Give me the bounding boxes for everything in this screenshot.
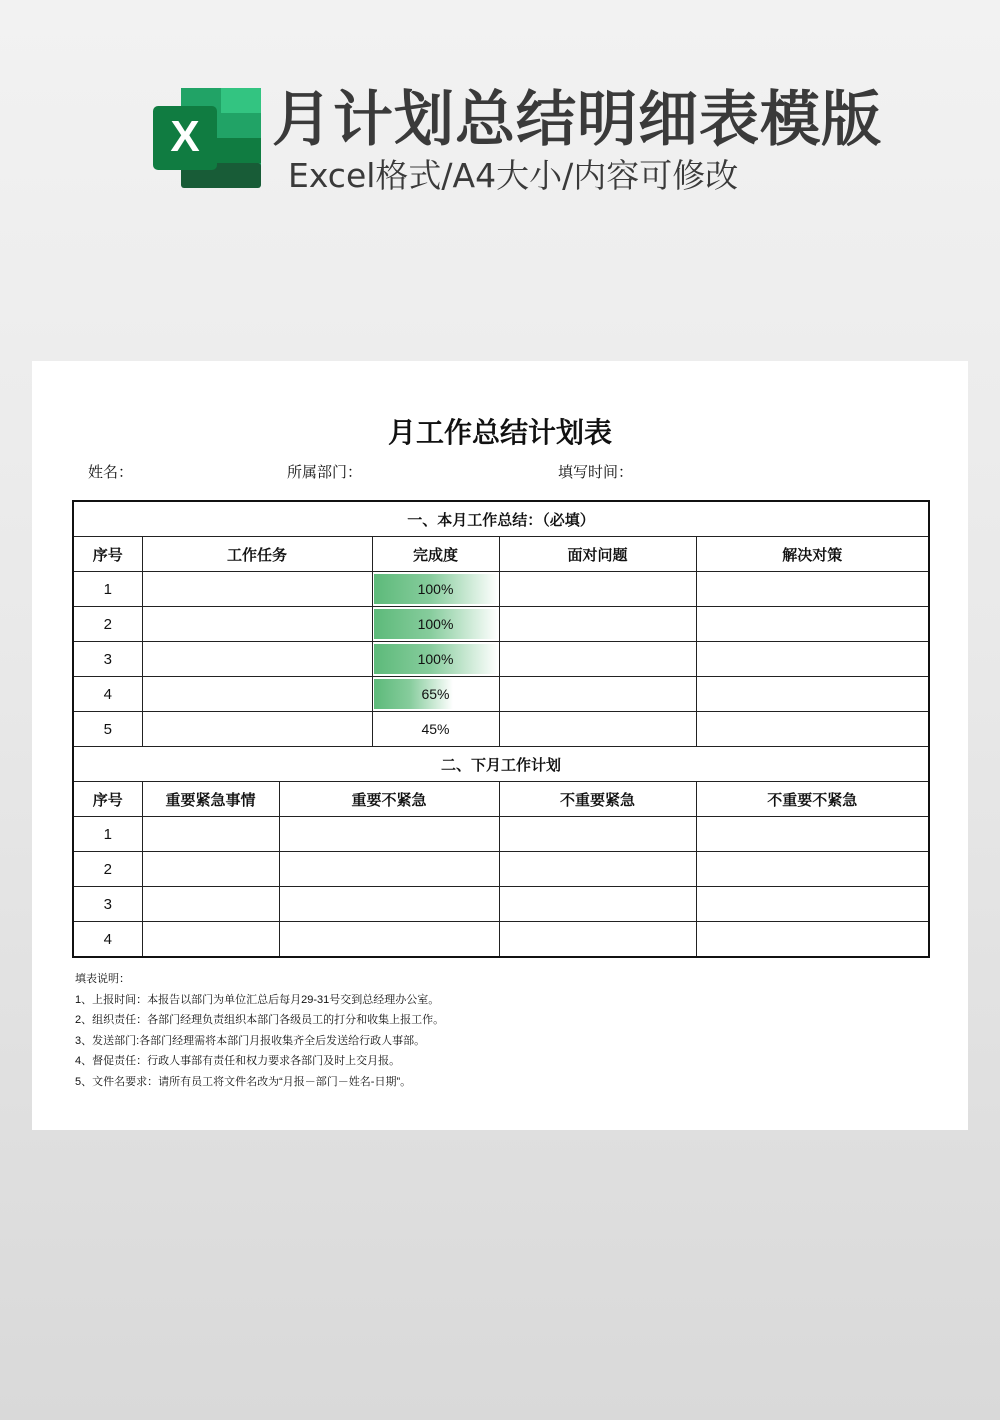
- instruction-item: 5、文件名要求：请所有员工将文件名改为“月报－部门－姓名-日期”。: [75, 1075, 412, 1088]
- instruction-item: 2、组织责任：各部门经理负责组织本部门各级员工的打分和收集上报工作。: [75, 1014, 445, 1026]
- banner-title: 月计划总结明细表模版: [272, 85, 882, 155]
- solution-cell[interactable]: [696, 572, 929, 607]
- col-header-no: 序号: [73, 782, 142, 817]
- progress-label: 100%: [417, 615, 454, 632]
- not-important-urgent-cell[interactable]: [499, 887, 696, 922]
- not-important-not-urgent-cell[interactable]: [696, 922, 929, 958]
- progress-cell[interactable]: [372, 572, 499, 607]
- plan-section-row: [73, 747, 929, 782]
- not-important-not-urgent-cell[interactable]: [696, 817, 929, 852]
- col-header-progress: 完成度: [372, 537, 499, 572]
- progress-cell[interactable]: [372, 607, 499, 642]
- not-important-urgent-cell[interactable]: [499, 852, 696, 887]
- not-important-urgent-cell[interactable]: [499, 817, 696, 852]
- row-no: 3: [73, 887, 142, 922]
- important-not-urgent-cell[interactable]: [279, 887, 499, 922]
- row-no: 1: [73, 817, 142, 852]
- problem-cell[interactable]: [499, 712, 696, 747]
- document-title: 月工作总结计划表: [387, 416, 612, 449]
- progress-cell[interactable]: [372, 677, 499, 712]
- col-header-not-important-not-urgent: 不重要不紧急: [696, 782, 929, 817]
- work-plan-table: [72, 500, 930, 958]
- summary-section-row: [73, 501, 929, 537]
- banner-subtitle: Excel格式/A4大小/内容可修改: [288, 156, 739, 195]
- progress-cell[interactable]: [372, 712, 499, 747]
- important-urgent-cell[interactable]: [142, 887, 279, 922]
- instruction-item: 1、上报时间：本报告以部门为单位汇总后每月29-31号交到总经理办公室。: [75, 993, 440, 1006]
- table-row: [73, 922, 929, 958]
- progress-label: 45%: [421, 720, 450, 737]
- col-header-task: 工作任务: [142, 537, 372, 572]
- table-row: [73, 572, 929, 607]
- problem-cell[interactable]: [499, 677, 696, 712]
- task-cell[interactable]: [142, 642, 372, 677]
- task-cell[interactable]: [142, 572, 372, 607]
- row-no: 5: [73, 712, 142, 747]
- solution-cell[interactable]: [696, 712, 929, 747]
- excel-logo-icon: [153, 88, 263, 188]
- row-no: 2: [73, 607, 142, 642]
- important-urgent-cell[interactable]: [142, 852, 279, 887]
- document-page: [32, 361, 968, 1130]
- table-row: [73, 712, 929, 747]
- not-important-not-urgent-cell[interactable]: [696, 887, 929, 922]
- instructions-title: 填表说明：: [75, 973, 130, 985]
- table-row: [73, 852, 929, 887]
- solution-cell[interactable]: [696, 677, 929, 712]
- problem-cell[interactable]: [499, 572, 696, 607]
- solution-cell[interactable]: [696, 607, 929, 642]
- important-not-urgent-cell[interactable]: [279, 852, 499, 887]
- instruction-item: 3、发送部门:各部门经理需将本部门月报收集齐全后发送给行政人事部。: [75, 1034, 426, 1047]
- progress-label: 100%: [417, 580, 454, 597]
- col-header-not-important-urgent: 不重要紧急: [499, 782, 696, 817]
- fill-time-field-label: 填写时间：: [558, 464, 634, 481]
- problem-cell[interactable]: [499, 607, 696, 642]
- instruction-item: 4、督促责任：行政人事部有责任和权力要求各部门及时上交月报。: [75, 1055, 401, 1067]
- not-important-not-urgent-cell[interactable]: [696, 852, 929, 887]
- table-row: [73, 677, 929, 712]
- problem-cell[interactable]: [499, 642, 696, 677]
- plan-section-title: 二、下月工作计划: [73, 747, 929, 782]
- task-cell[interactable]: [142, 712, 372, 747]
- row-no: 2: [73, 852, 142, 887]
- important-urgent-cell[interactable]: [142, 817, 279, 852]
- row-no: 3: [73, 642, 142, 677]
- important-not-urgent-cell[interactable]: [279, 817, 499, 852]
- summary-section-title: 一、本月工作总结：（必填）: [73, 501, 929, 537]
- row-no: 4: [73, 677, 142, 712]
- solution-cell[interactable]: [696, 642, 929, 677]
- progress-cell[interactable]: [372, 642, 499, 677]
- table-row: [73, 642, 929, 677]
- summary-header-row: [73, 537, 929, 572]
- plan-header-row: [73, 782, 929, 817]
- col-header-solution: 解决对策: [696, 537, 929, 572]
- task-cell[interactable]: [142, 677, 372, 712]
- department-field-label: 所属部门：: [287, 464, 363, 481]
- task-cell[interactable]: [142, 607, 372, 642]
- col-header-important-not-urgent: 重要不紧急: [279, 782, 499, 817]
- important-not-urgent-cell[interactable]: [279, 922, 499, 958]
- col-header-no: 序号: [73, 537, 142, 572]
- row-no: 4: [73, 922, 142, 958]
- progress-label: 65%: [421, 685, 450, 702]
- table-row: [73, 607, 929, 642]
- fill-instructions: [75, 969, 444, 1092]
- col-header-problem: 面对问题: [499, 537, 696, 572]
- important-urgent-cell[interactable]: [142, 922, 279, 958]
- excel-logo-letter: X: [170, 112, 200, 161]
- name-field-label: 姓名：: [88, 464, 134, 481]
- table-row: [73, 887, 929, 922]
- not-important-urgent-cell[interactable]: [499, 922, 696, 958]
- col-header-important-urgent: 重要紧急事情: [142, 782, 279, 817]
- progress-label: 100%: [417, 650, 454, 667]
- row-no: 1: [73, 572, 142, 607]
- table-row: [73, 817, 929, 852]
- banner: [0, 0, 1000, 220]
